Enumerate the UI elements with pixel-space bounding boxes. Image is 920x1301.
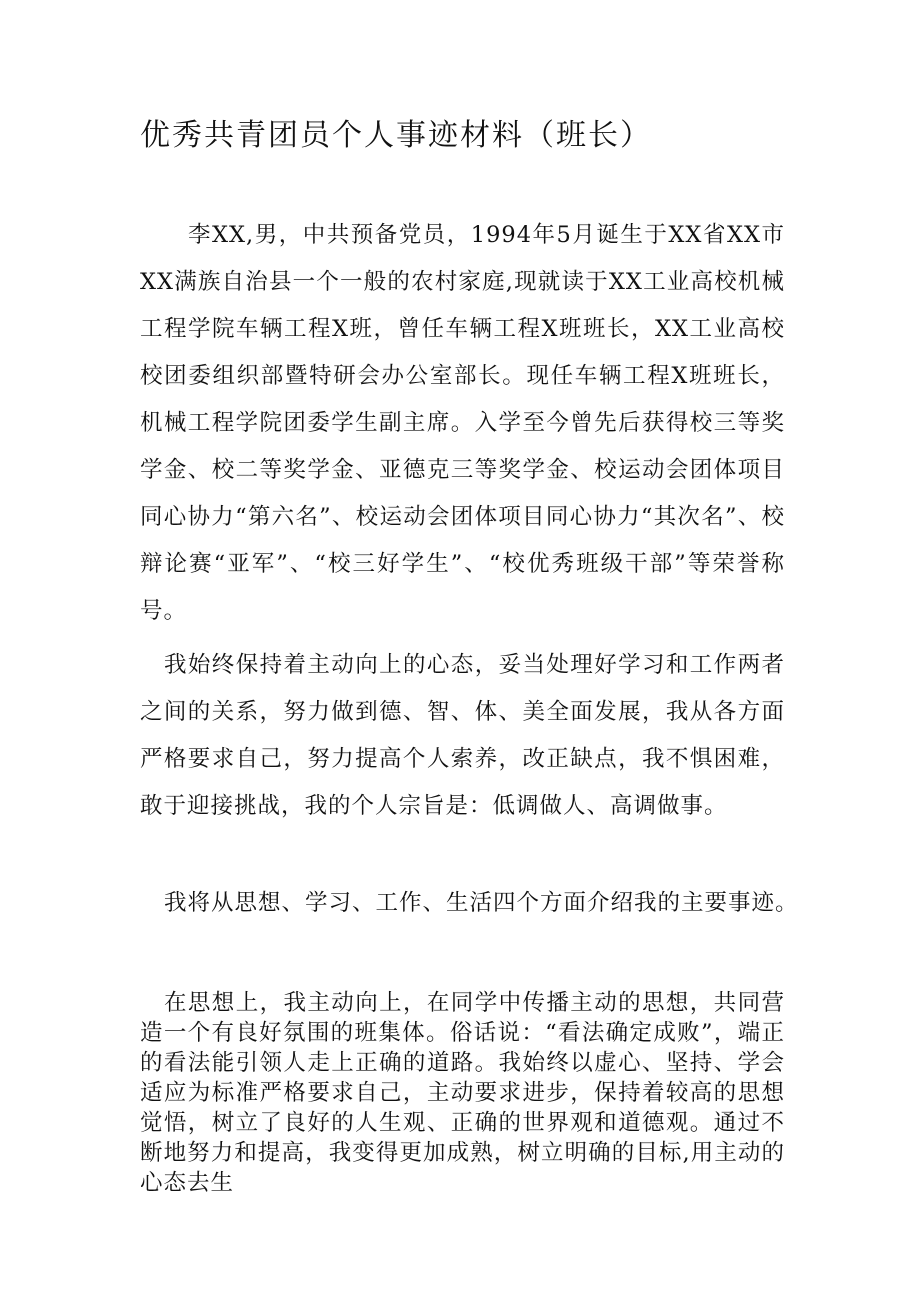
paragraph-overview: 我将从思想、学习、工作、生活四个方面介绍我的主要事迹。 [164, 890, 799, 916]
paragraph-biography: 李XX,男，中共预备党员，1994年5月诞生于XX省XX市XX满族自治县一个一般的农村家庭,现就读于XX工业高校机械工程学院车辆工程X班，曾任车辆工程X班班长，XX工业高校校团委组织部暨特研会办公室部长。现任车辆工程X班班长，机械工程学院团委学生副主席。入学至今曾先后获得校三等奖学金、校二等奖学金、亚德克三等奖学金、校运动会团体项目同心协力“第六名”、校运动会团体项目同心协力“其次名”、校辩论赛“亚军”、“校三好学生”、“校优秀班级干部”等荣誉称号。 [140, 222, 785, 624]
paragraph-attitude: 我始终保持着主动向上的心态，妥当处理好学习和工作两者之间的关系，努力做到德、智、体、美全面发展，我从各方面严格要求自己，努力提高个人索养，改正缺点，我不惧困难，敢于迎接挑战，我的个人宗旨是：低调做人、高调做事。 [140, 652, 785, 819]
document-title: 优秀共青团员个人事迹材料（班长） [140, 118, 652, 153]
paragraph-thought: 在思想上，我主动向上，在同学中传播主动的思想，共同营造一个有良好氛围的班集体。俗话说：“看法确定成败”，端正的看法能引领人走上正确的道路。我始终以虚心、坚持、学会适应为标准严格要求自己，主动要求进步，保持着较高的思想觉悟，树立了良好的人生观、正确的世界观和道德观。通过不断地努力和提高，我变得更加成熟，树立明确的目标,用主动的心态去生 [140, 990, 785, 1196]
